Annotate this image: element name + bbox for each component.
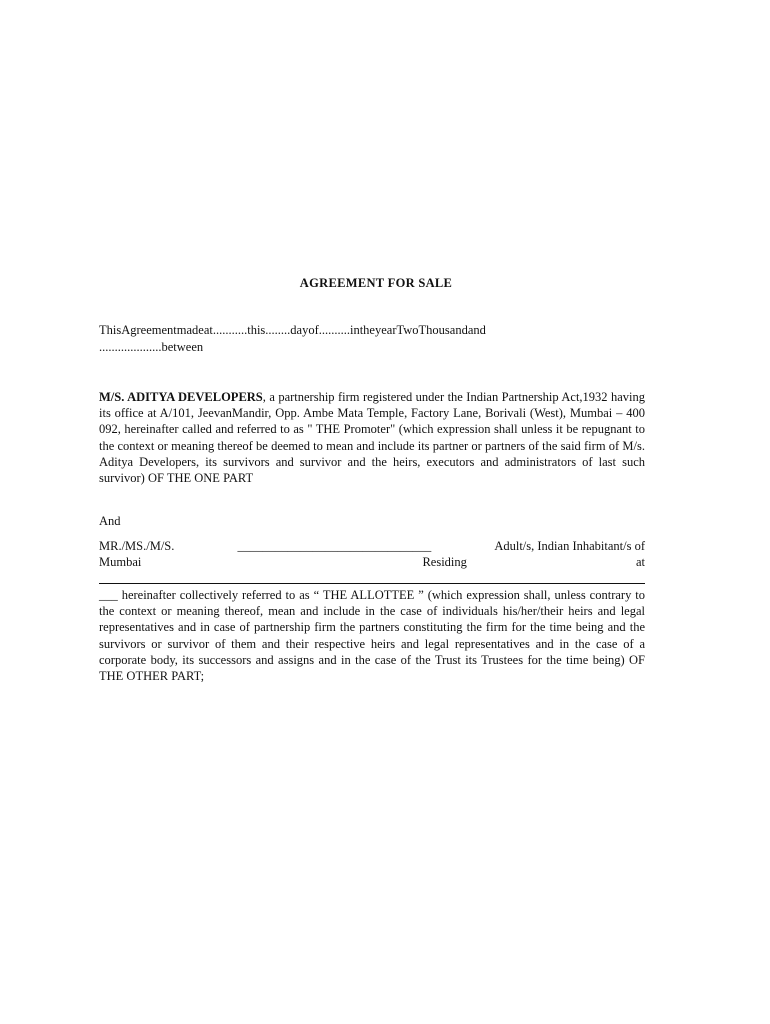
- intro-line-continued: ....................between: [99, 340, 204, 354]
- and-label: And: [99, 514, 121, 528]
- residing-label: Residing: [422, 555, 467, 569]
- allottee-name-row: [99, 538, 645, 554]
- intro-line: ThisAgreementmadeat...........this........dayof..........intheyearTwoThousandand: [99, 323, 486, 337]
- allottee-name-blank: _______________________________: [237, 539, 432, 553]
- allottee-residence-row: [99, 554, 645, 570]
- allottee-blank-short: ___: [99, 588, 118, 602]
- address-blank-line: [99, 583, 645, 584]
- document-title: AGREEMENT FOR SALE: [299, 276, 453, 290]
- promoter-text: , a partnership firm registered under the Indian Partnership Act,1932 having its office at A/101, JeevanMandir, Opp. Ambe Mata Temple, Factory Lane, Borivali (West), Mumbai – 400 092, hereinafter called and referred to as " THE Promoter" (which expression shall unless it be repugnant to the context or meaning thereof be deemed to mean and include its partner or partners of the said firm of M/s. Aditya Developers, its survivors and survivor and the heirs, executors and administrators of last such survivor) OF THE ONE PART: [99, 390, 646, 486]
- allottee-paragraph: [99, 587, 645, 684]
- promoter-name: M/S. ADITYA DEVELOPERS: [99, 390, 263, 404]
- promoter-paragraph: [99, 389, 645, 486]
- allottee-text: hereinafter collectively referred to as “ THE ALLOTTEE ” (which expression shall, unless contrary to the context or meaning thereof, mean and include in the case of individuals his/her/their heirs and legal representatives and in case of partnership firm the partners constituting the firm for the time being and the survivors or survivor of them and their respective heirs and legal representatives and in the case of a corporate body, its successors and assigns and in the case of the Trust its Trustees for the time being) OF THE OTHER PART;: [99, 588, 645, 684]
- city-label: Mumbai: [99, 555, 142, 569]
- allottee-prefix: MR./MS./M/S.: [99, 539, 175, 553]
- at-label: at: [635, 555, 645, 569]
- allottee-suffix: Adult/s, Indian Inhabitant/s of: [494, 539, 645, 553]
